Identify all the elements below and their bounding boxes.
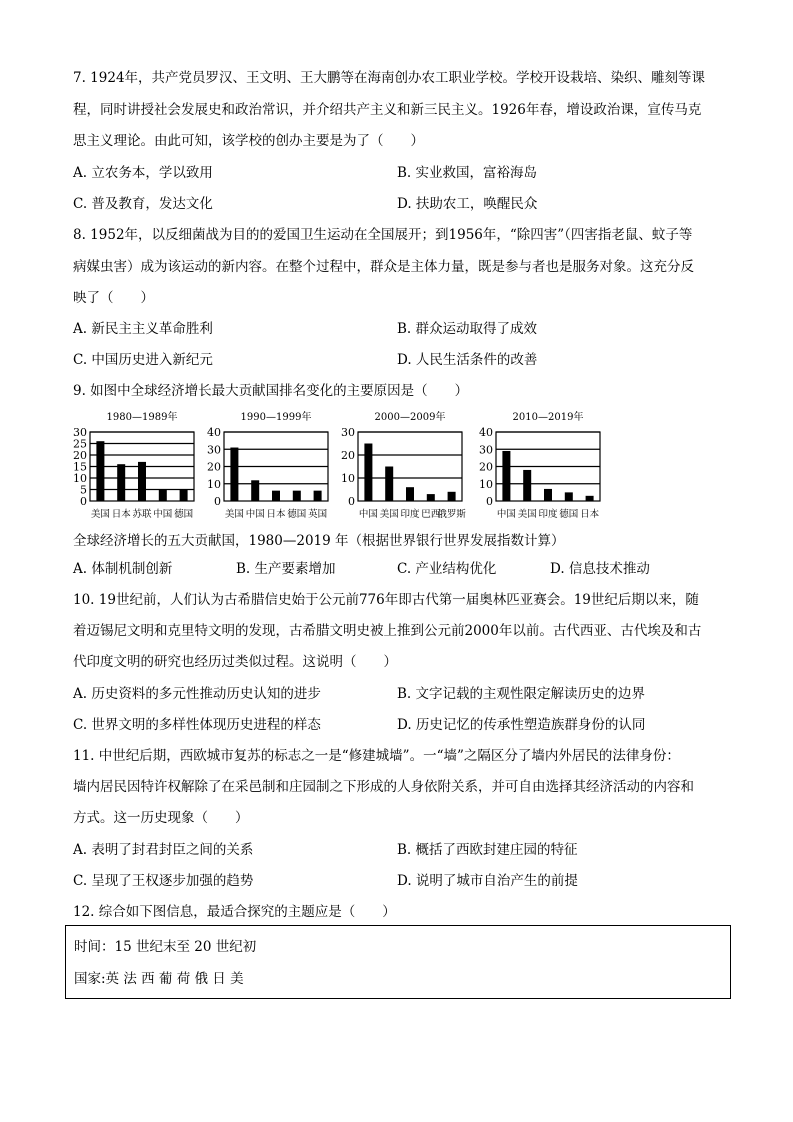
y-tick-label: 0	[486, 495, 493, 508]
q9-option-b[interactable]: B. 生产要素增加	[236, 561, 336, 577]
bar	[502, 451, 510, 501]
q11-option-a[interactable]: A. 表明了封君封臣之间的关系	[73, 842, 254, 858]
y-tick-label: 20	[207, 460, 221, 474]
x-tick-label: 美国	[90, 509, 110, 520]
chart-title: 1990—1999年	[240, 412, 312, 423]
y-tick-label: 0	[214, 495, 221, 508]
bar	[406, 487, 414, 501]
bar	[586, 496, 594, 501]
q11-option-d[interactable]: D. 说明了城市自治产生的前提	[397, 873, 578, 889]
y-tick-label: 40	[207, 426, 221, 439]
x-tick-label: 俄罗斯	[437, 509, 466, 520]
bar-chart-4	[478, 405, 606, 525]
q8-option-d[interactable]: D. 人民生活条件的改善	[397, 352, 538, 368]
q7-line: 思主义理论。由此可知，该学校的创办主要是为了（ ）	[73, 133, 424, 149]
bar	[314, 491, 322, 501]
x-tick-label: 日本	[266, 509, 286, 520]
q11-line: 方式。这一历史现象（ ）	[73, 810, 249, 826]
q10-line: 代印度文明的研究也经历过类似过程。这说明（ ）	[73, 654, 397, 670]
bar	[385, 467, 393, 502]
x-tick-label: 德国	[559, 509, 579, 520]
q12-line: 12. 综合如下图信息，最适合探究的主题应是（ ）	[73, 904, 396, 920]
y-tick-label: 25	[73, 437, 87, 451]
q8-option-a[interactable]: A. 新民主主义革命胜利	[73, 321, 213, 337]
q8-option-c[interactable]: C. 中国历史进入新纪元	[73, 352, 213, 368]
x-tick-label: 日本	[111, 509, 131, 520]
x-tick-label: 德国	[287, 509, 307, 520]
x-tick-label: 中国	[153, 509, 173, 520]
y-tick-label: 10	[207, 477, 221, 491]
x-tick-label: 巴西	[421, 509, 441, 520]
y-tick-label: 5	[80, 483, 87, 497]
x-tick-label: 印度	[400, 509, 420, 520]
bar	[544, 489, 552, 501]
bar	[159, 490, 167, 502]
x-tick-label: 美国	[224, 509, 244, 520]
bar	[364, 444, 372, 502]
q8-line: 映了（ ）	[73, 290, 154, 306]
q11-option-c[interactable]: C. 呈现了王权逐步加强的趋势	[73, 873, 254, 889]
x-tick-label: 美国	[379, 509, 399, 520]
y-tick-label: 15	[73, 460, 87, 474]
y-tick-label: 20	[73, 449, 87, 462]
x-tick-label: 英国	[308, 509, 328, 520]
chart-title: 2010—2019年	[512, 412, 584, 423]
bar	[251, 480, 259, 501]
y-tick-label: 10	[73, 472, 87, 485]
y-tick-label: 30	[207, 443, 221, 457]
q7-option-d[interactable]: D. 扶助农工，唤醒民众	[397, 196, 538, 212]
y-tick-label: 20	[341, 449, 355, 462]
x-tick-label: 中国	[358, 509, 378, 520]
q10-line: 着迈锡尼文明和克里特文明的发现，古希腊文明史被上推到公元前2000年以前。古代西亚、古代埃及和古	[73, 623, 702, 639]
q9-option-c[interactable]: C. 产业结构优化	[397, 561, 497, 577]
bar	[448, 492, 456, 501]
q11-line: 墙内居民因特许权解除了在采邑制和庄园制之下形成的人身依附关系，并可自由选择其经济活动的内容和	[73, 779, 694, 795]
q12-time: 时间：15 世纪末至 20 世纪初	[74, 939, 257, 955]
q8-line: 病媒虫害）成为该运动的新内容。在整个过程中，群众是主体力量，既是参与者也是服务对象。这充分反	[73, 259, 694, 275]
q10-line: 10. 19世纪前，人们认为古希腊信史始于公元前776年即古代第一届奥林匹亚赛会。19世纪后期以来，随	[73, 592, 699, 608]
x-tick-label: 中国	[245, 509, 265, 520]
x-tick-label: 美国	[517, 509, 537, 520]
q7-line: 7. 1924年，共产党员罗汉、王文明、王大鹏等在海南创办农工职业学校。学校开设栽培、染织、雕刻等课	[73, 70, 706, 86]
q9-line: 9. 如图中全球经济增长最大贡献国排名变化的主要原因是（ ）	[73, 383, 469, 399]
q12-info-box	[65, 925, 731, 999]
x-tick-label: 印度	[538, 509, 558, 520]
y-tick-label: 30	[479, 443, 493, 457]
q8-option-b[interactable]: B. 群众运动取得了成效	[397, 321, 538, 337]
q7-option-a[interactable]: A. 立农务本，学以致用	[73, 165, 213, 181]
q7-option-c[interactable]: C. 普及教育，发达文化	[73, 196, 213, 212]
y-tick-label: 20	[479, 460, 493, 474]
bar	[138, 462, 146, 501]
bar	[272, 491, 280, 501]
q7-option-b[interactable]: B. 实业救国，富裕海岛	[397, 165, 538, 181]
bar-chart-2	[206, 405, 334, 525]
q10-option-b[interactable]: B. 文字记载的主观性限定解读历史的边界	[397, 686, 646, 702]
bar	[565, 492, 573, 501]
y-tick-label: 0	[80, 495, 87, 508]
y-tick-label: 30	[73, 426, 87, 439]
q9-option-a[interactable]: A. 体制机制创新	[73, 561, 173, 577]
q10-option-d[interactable]: D. 历史记忆的传承性塑造族群身份的认同	[397, 717, 646, 733]
chart-title: 2000—2009年	[374, 412, 446, 423]
bar	[230, 448, 238, 501]
bar	[523, 470, 531, 501]
q10-option-a[interactable]: A. 历史资料的多元性推动历史认知的进步	[73, 686, 321, 702]
q8-line: 8. 1952年，以反细菌战为目的的爱国卫生运动在全国展开；到1956年，“除四害”（四害指老鼠、蚊子等	[73, 227, 693, 243]
y-tick-label: 40	[479, 426, 493, 439]
q11-option-b[interactable]: B. 概括了西欧封建庄园的特征	[397, 842, 578, 858]
y-tick-label: 10	[341, 472, 355, 485]
q7-line: 程，同时讲授社会发展史和政治常识，并介绍共产主义和新三民主义。1926年春，增设政治课，宣传马克	[73, 102, 702, 118]
bar-chart-3	[340, 405, 468, 525]
y-tick-label: 0	[348, 495, 355, 508]
chart-title: 1980—1989年	[106, 412, 178, 423]
x-tick-label: 德国	[174, 509, 194, 520]
bar	[117, 464, 125, 501]
bar	[293, 491, 301, 501]
y-tick-label: 30	[341, 426, 355, 439]
q10-option-c[interactable]: C. 世界文明的多样性体现历史进程的样态	[73, 717, 321, 733]
x-tick-label: 日本	[580, 509, 600, 520]
q11-line: 11. 中世纪后期，西欧城市复苏的标志之一是“修建城墙”。一“墙”之隔区分了墙内外居民的法律身份：	[73, 748, 680, 764]
bar	[96, 441, 104, 501]
x-tick-label: 中国	[496, 509, 516, 520]
x-tick-label: 苏联	[132, 509, 152, 520]
bar	[427, 494, 435, 501]
q9-chart-caption: 全球经济增长的五大贡献国，1980—2019 年（根据世界银行世界发展指数计算）	[73, 533, 565, 549]
q12-countries: 国家:英 法 西 葡 荷 俄 日 美	[74, 971, 244, 987]
y-tick-label: 10	[479, 477, 493, 491]
bar	[180, 490, 188, 502]
bar-chart-1	[72, 405, 200, 525]
q9-option-d[interactable]: D. 信息技术推动	[550, 561, 650, 577]
